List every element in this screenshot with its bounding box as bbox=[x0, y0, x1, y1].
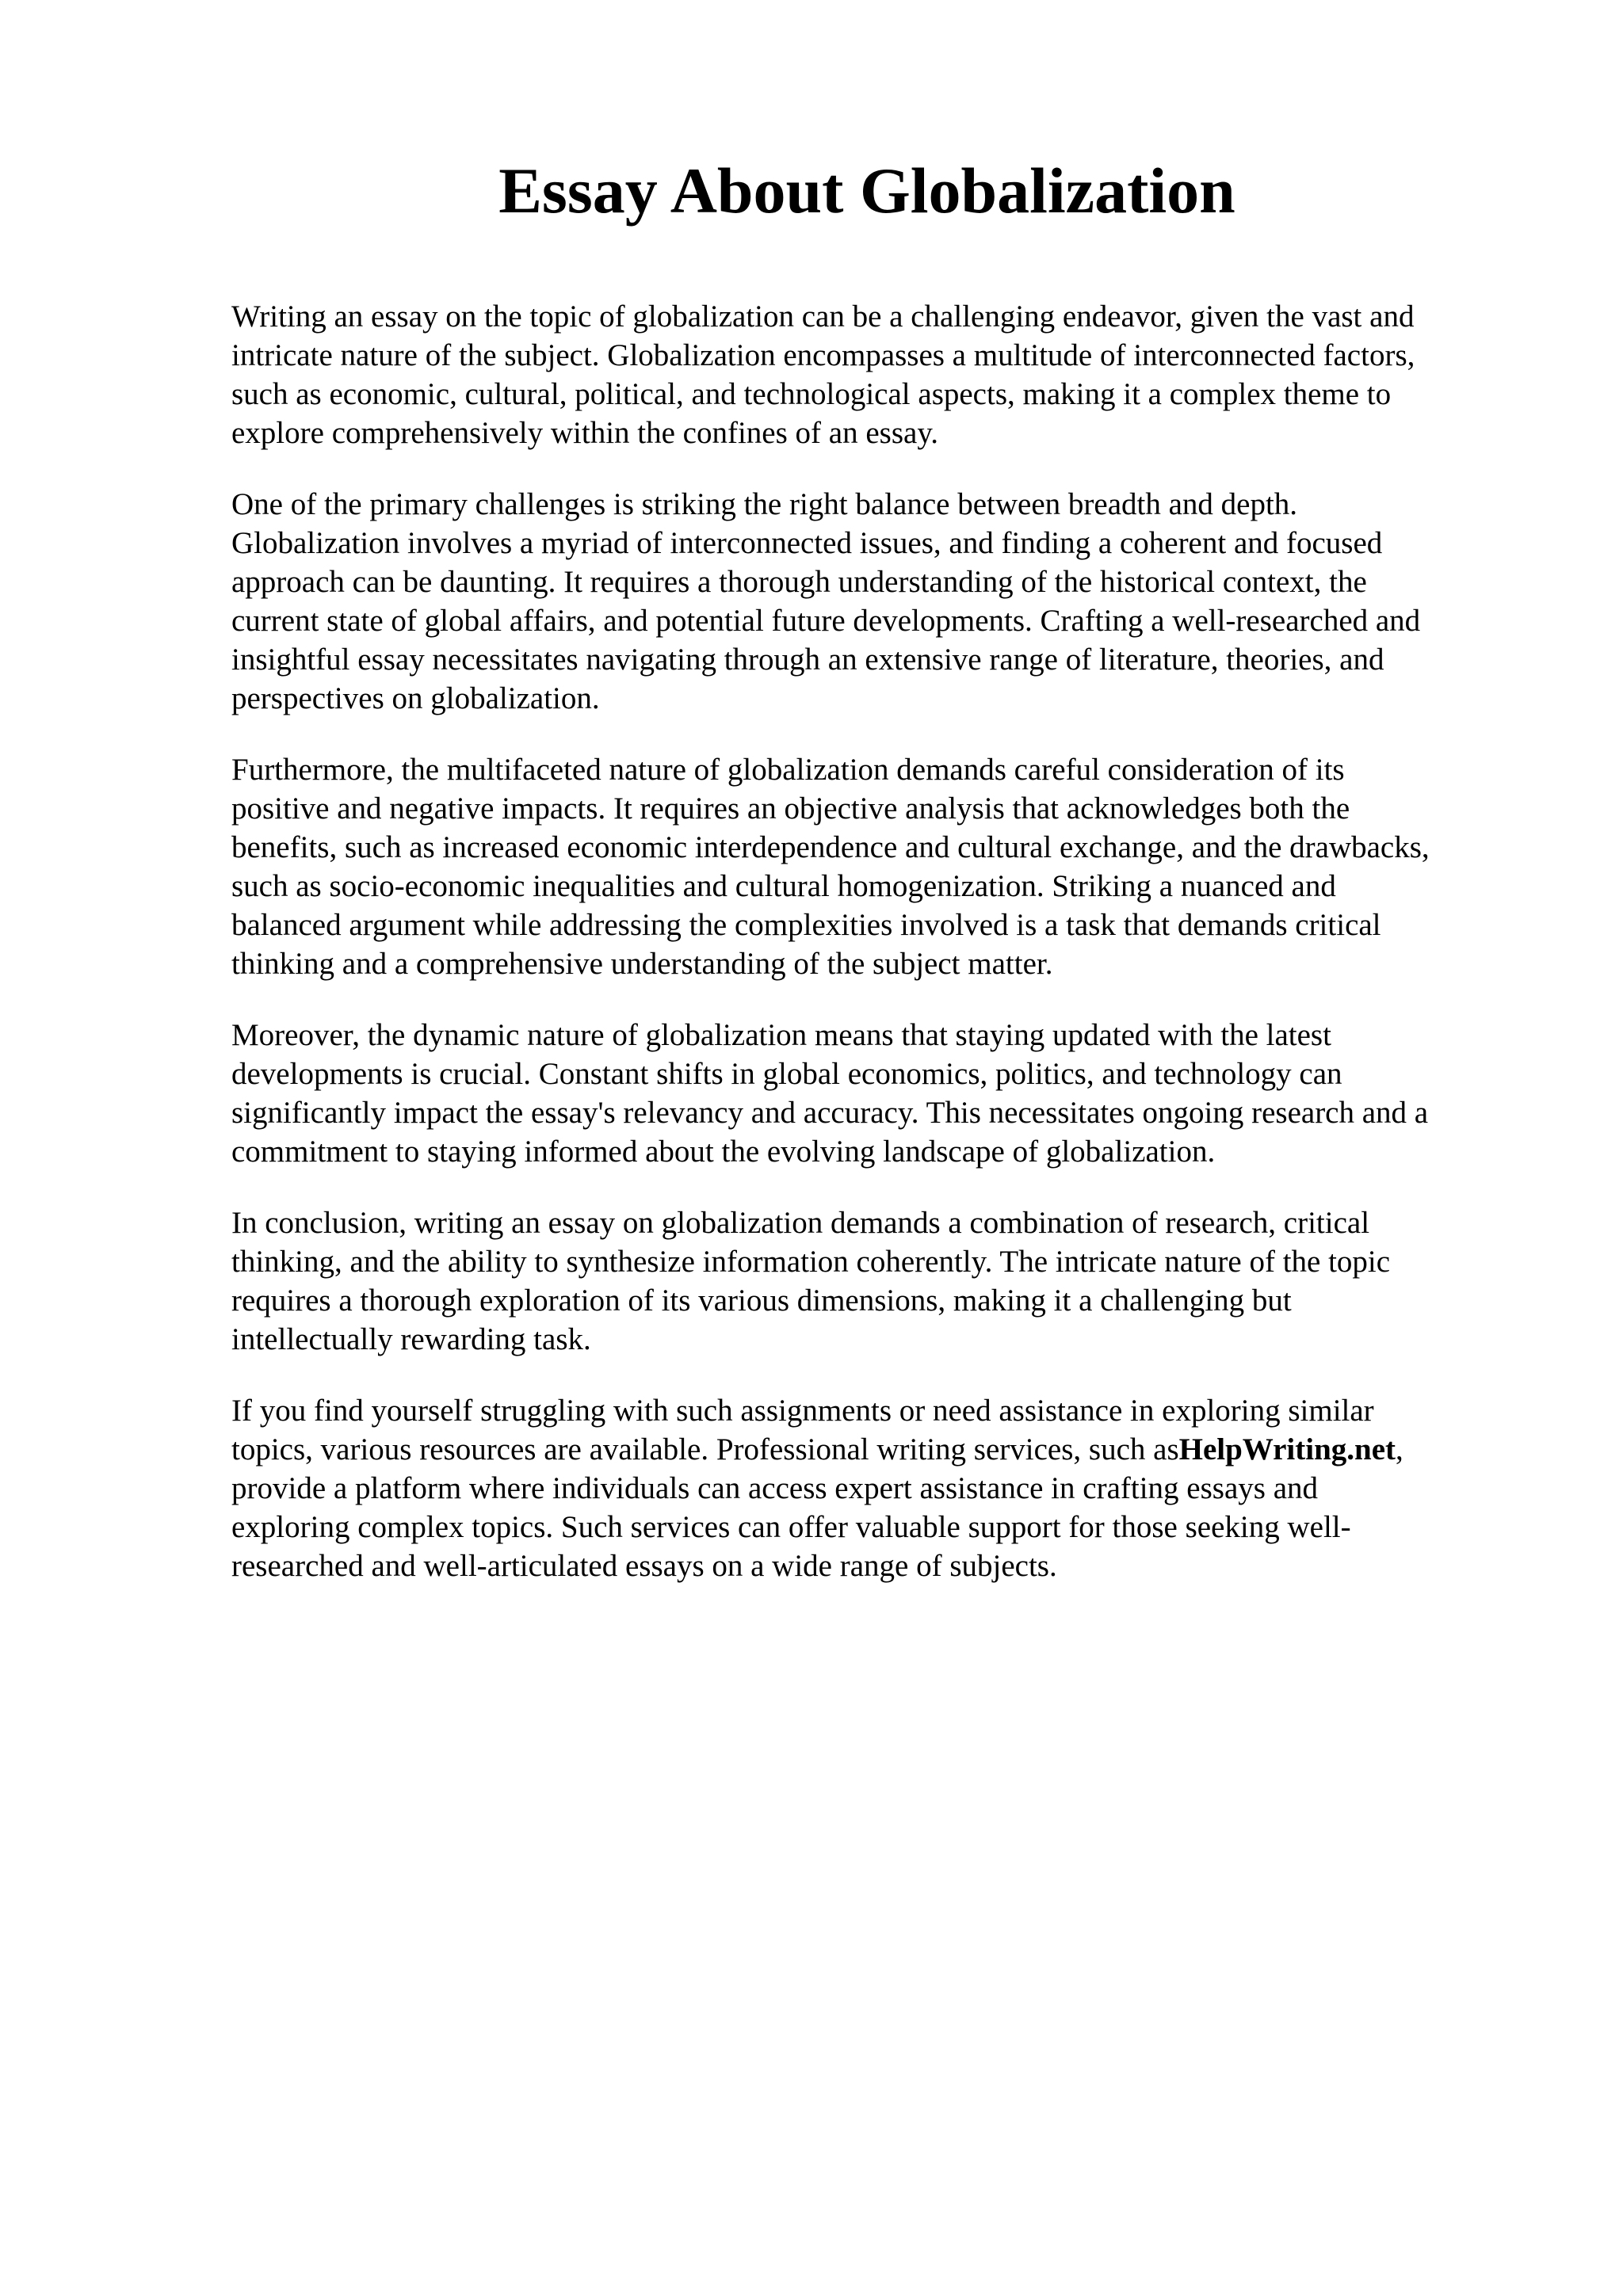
text-line: thinking and a comprehensive understanding of the subject matter. bbox=[231, 947, 1053, 981]
text-line: approach can be daunting. It requires a thorough understanding of the historical context, the bbox=[231, 565, 1367, 599]
text-line: intellectually rewarding task. bbox=[231, 1322, 591, 1356]
text-line: requires a thorough exploration of its various dimensions, making it a challenging but bbox=[231, 1283, 1292, 1318]
text-line: In conclusion, writing an essay on globalization demands a combination of research, critical bbox=[231, 1206, 1370, 1240]
paragraph-4 bbox=[231, 1016, 1563, 1171]
document-body bbox=[231, 297, 1563, 1618]
text-line: intricate nature of the subject. Globalization encompasses a multitude of interconnected factors, bbox=[231, 338, 1415, 372]
paragraph-6 bbox=[231, 1391, 1563, 1585]
link-line-prefix: topics, various resources are available. Professional writing services, such as bbox=[231, 1432, 1179, 1466]
text-line: significantly impact the essay's relevancy and accuracy. This necessitates ongoing research and a bbox=[231, 1096, 1429, 1130]
text-line-with-link bbox=[231, 1430, 1563, 1469]
text-line: If you find yourself struggling with such assignments or need assistance in exploring similar bbox=[231, 1394, 1374, 1428]
text-line: provide a platform where individuals can access expert assistance in crafting essays and bbox=[231, 1471, 1318, 1505]
paragraph-3 bbox=[231, 750, 1563, 983]
text-line: balanced argument while addressing the complexities involved is a task that demands critical bbox=[231, 908, 1381, 942]
text-line: researched and well-articulated essays on a wide range of subjects. bbox=[231, 1549, 1057, 1583]
text-line: Furthermore, the multifaceted nature of globalization demands careful consideration of its bbox=[231, 753, 1345, 787]
text-line: perspectives on globalization. bbox=[231, 681, 600, 715]
link-line-suffix: , bbox=[1396, 1432, 1403, 1466]
paragraph-5 bbox=[231, 1203, 1563, 1359]
text-line: positive and negative impacts. It requires an objective analysis that acknowledges both the bbox=[231, 791, 1350, 826]
text-line: thinking, and the ability to synthesize information coherently. The intricate nature of the topic bbox=[231, 1245, 1391, 1279]
text-line: Globalization involves a myriad of interconnected issues, and finding a coherent and focused bbox=[231, 526, 1383, 560]
text-line: current state of global affairs, and potential future developments. Crafting a well-researched and bbox=[231, 604, 1421, 638]
text-line: developments is crucial. Constant shifts in global economics, politics, and technology can bbox=[231, 1057, 1342, 1091]
document-title: Essay About Globalization bbox=[498, 154, 1235, 227]
text-line: Moreover, the dynamic nature of globalization means that staying updated with the latest bbox=[231, 1018, 1331, 1052]
text-line: One of the primary challenges is striking the right balance between breadth and depth. bbox=[231, 487, 1298, 521]
text-line: Writing an essay on the topic of globalization can be a challenging endeavor, given the vast and bbox=[231, 299, 1415, 334]
helpwriting-link[interactable]: HelpWriting.net bbox=[1178, 1432, 1396, 1466]
text-line: exploring complex topics. Such services can offer valuable support for those seeking well- bbox=[231, 1510, 1351, 1544]
paragraph-2 bbox=[231, 485, 1563, 718]
text-line: such as socio-economic inequalities and cultural homogenization. Striking a nuanced and bbox=[231, 869, 1336, 903]
text-line: commitment to staying informed about the evolving landscape of globalization. bbox=[231, 1135, 1216, 1169]
text-line: such as economic, cultural, political, and technological aspects, making it a complex theme to bbox=[231, 377, 1392, 411]
text-line: benefits, such as increased economic interdependence and cultural exchange, and the drawbacks, bbox=[231, 830, 1430, 864]
paragraph-1 bbox=[231, 297, 1563, 452]
text-line: explore comprehensively within the confines of an essay. bbox=[231, 416, 939, 450]
text-line: insightful essay necessitates navigating through an extensive range of literature, theories, and bbox=[231, 643, 1384, 677]
